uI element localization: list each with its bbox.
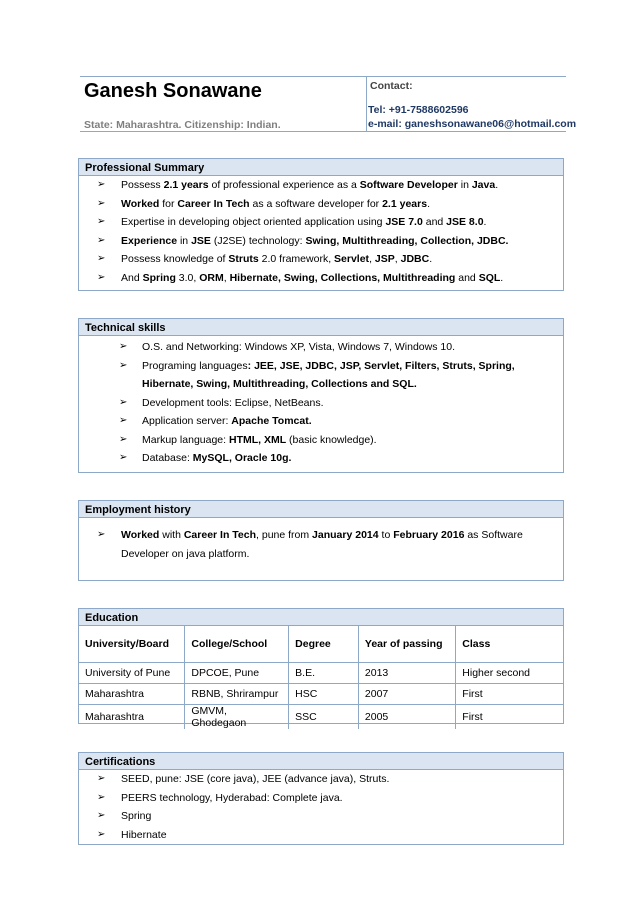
table-cell: 2013 <box>358 662 455 683</box>
table-row <box>79 683 563 704</box>
bold-text: : JEE, JSE, JDBC, JSP, Servlet, Filters, Struts, Spring, Hibernate, Swing, Multithreading, Collections and SQL. <box>142 359 515 390</box>
list-item <box>79 526 555 563</box>
table-cell: Higher second <box>456 662 563 683</box>
text: Possess knowledge of <box>121 253 229 265</box>
bullet-arrow-icon: ➢ <box>119 415 128 426</box>
section-title: Employment history <box>79 501 563 518</box>
bullet-arrow-icon: ➢ <box>119 341 128 352</box>
bold-text: Worked <box>121 529 160 541</box>
table-cell: SSC <box>289 704 359 729</box>
text: Possess <box>121 179 164 191</box>
text: Development tools: Eclipse, NetBeans. <box>142 396 324 409</box>
text: Database: <box>142 452 193 464</box>
bullet-arrow-icon: ➢ <box>119 359 128 371</box>
certifications-list <box>79 770 563 844</box>
text: . <box>495 179 499 191</box>
bullet-arrow-icon: ➢ <box>97 271 106 283</box>
text: , pune from <box>256 529 313 541</box>
text: (J2SE) technology: <box>210 234 306 247</box>
list-item <box>79 232 563 251</box>
list-item <box>79 357 555 394</box>
employment-history-section <box>78 500 564 581</box>
bold-text: Servlet <box>334 253 370 265</box>
text: Application server: <box>142 415 232 427</box>
text: . <box>483 216 487 228</box>
text: in <box>457 179 472 191</box>
table-cell: First <box>456 683 563 704</box>
text: , <box>394 253 401 265</box>
table-cell: B.E. <box>289 662 359 683</box>
bold-text: SQL <box>478 271 501 284</box>
column-header: University/Board <box>79 626 185 662</box>
bold-text: HTML, XML <box>228 433 287 446</box>
table-cell: Maharashtra <box>79 704 185 729</box>
bullet-arrow-icon: ➢ <box>97 529 106 540</box>
bold-text: JSE 8.0 <box>446 216 484 228</box>
bold-text: Career In Tech <box>183 529 257 541</box>
bold-text: Swing, Multithreading, Collection, JDBC. <box>305 234 509 247</box>
list-item <box>79 789 563 808</box>
bullet-arrow-icon: ➢ <box>97 197 106 209</box>
text: and <box>455 271 479 284</box>
text: 2.0 framework, <box>258 253 335 265</box>
bold-text: JDBC <box>400 253 430 265</box>
section-title: Certifications <box>79 753 563 770</box>
bold-text: Apache Tomcat. <box>231 415 312 427</box>
section-title: Education <box>79 609 563 626</box>
table-cell: 2007 <box>358 683 455 704</box>
list-item <box>79 807 563 826</box>
text: . <box>429 253 433 265</box>
list-item <box>79 826 563 845</box>
table-cell: Maharashtra <box>79 683 185 704</box>
text: , <box>223 271 230 284</box>
column-header: Class <box>456 626 563 662</box>
state-citizenship-line: State: Maharashtra. Citizenship: Indian. <box>84 119 281 131</box>
bullet-arrow-icon: ➢ <box>97 234 106 246</box>
bullet-arrow-icon: ➢ <box>119 396 128 408</box>
list-item <box>79 770 563 789</box>
text: for <box>159 197 178 210</box>
list-item <box>79 176 563 195</box>
text: (basic knowledge). <box>286 433 377 446</box>
education-table <box>79 626 563 729</box>
bold-text: Worked <box>121 197 160 210</box>
bullet-arrow-icon: ➢ <box>97 253 106 264</box>
text: SEED, pune: JSE (core java), JEE (advance java), Struts. <box>121 773 390 785</box>
bold-text: 2.1 years <box>382 197 428 210</box>
bold-text: Hibernate, Swing, Collections, Multithreading <box>229 271 456 284</box>
bullet-arrow-icon: ➢ <box>97 179 106 190</box>
table-cell: University of Pune <box>79 662 185 683</box>
text: . <box>500 271 504 284</box>
table-cell: 2005 <box>358 704 455 729</box>
certifications-section <box>78 752 564 845</box>
list-item <box>79 338 555 357</box>
list-item <box>79 412 555 431</box>
bullet-arrow-icon: ➢ <box>97 216 106 227</box>
table-row <box>79 704 563 729</box>
text: to <box>378 529 394 541</box>
summary-list <box>79 176 563 287</box>
email-address: e-mail: ganeshsonawane06@hotmail.com <box>368 118 577 130</box>
text: of professional experience as a <box>208 179 360 191</box>
bullet-arrow-icon: ➢ <box>97 828 106 840</box>
technical-skills-section <box>78 318 564 473</box>
column-header: Year of passing <box>358 626 455 662</box>
table-cell: GMVM, Ghodegaon <box>185 704 289 729</box>
text: Spring <box>121 810 152 822</box>
candidate-name: Ganesh Sonawane <box>84 80 262 102</box>
bullet-arrow-icon: ➢ <box>97 773 106 784</box>
table-cell: RBNB, Shrirampur <box>185 683 289 704</box>
bold-text: Struts <box>228 253 259 265</box>
list-item <box>79 269 563 288</box>
text: . <box>427 197 430 210</box>
bullet-arrow-icon: ➢ <box>97 791 106 803</box>
bold-text: Career In Tech <box>177 197 250 210</box>
text: O.S. and Networking: Windows XP, Vista, Windows 7, Windows 10. <box>142 341 455 353</box>
table-row <box>79 662 563 683</box>
text: as a software developer for <box>249 197 383 210</box>
bold-text: 2.1 years <box>163 179 209 191</box>
list-item <box>79 394 555 413</box>
bold-text: Experience <box>121 234 178 247</box>
list-item <box>79 213 563 232</box>
bold-text: February 2016 <box>393 529 465 541</box>
section-title: Professional Summary <box>79 159 563 176</box>
list-item <box>79 431 555 450</box>
column-header: College/School <box>185 626 289 662</box>
bullet-arrow-icon: ➢ <box>119 452 128 463</box>
list-item <box>79 250 563 269</box>
bold-text: Software Developer <box>359 179 458 191</box>
list-item <box>79 449 555 468</box>
text: Markup language: <box>142 433 229 446</box>
text: Expertise in developing object oriented application using <box>121 216 386 228</box>
bold-text: ORM <box>199 271 224 284</box>
table-cell: First <box>456 704 563 729</box>
text: in <box>177 234 192 247</box>
bold-text: JSE 7.0 <box>385 216 423 228</box>
text: And <box>121 271 143 284</box>
bold-text: Spring <box>142 271 176 284</box>
table-cell: DPCOE, Pune <box>185 662 289 683</box>
text: PEERS technology, Hyderabad: Complete java. <box>121 791 343 804</box>
bold-text: MySQL, Oracle 10g. <box>192 452 292 464</box>
text: and <box>422 216 447 228</box>
text: , <box>369 253 375 265</box>
contact-label: Contact: <box>370 80 413 92</box>
text: 3.0, <box>175 271 200 284</box>
text: as Software Developer on java platform. <box>121 529 523 560</box>
professional-summary-section <box>78 158 564 291</box>
section-title: Technical skills <box>79 319 563 336</box>
text: with <box>159 529 184 541</box>
bold-text: January 2014 <box>312 529 379 541</box>
bold-text: JSE <box>191 234 211 247</box>
education-section <box>78 608 564 729</box>
list-item <box>79 195 563 214</box>
column-header: Degree <box>289 626 359 662</box>
bullet-arrow-icon: ➢ <box>119 433 128 445</box>
bullet-arrow-icon: ➢ <box>97 810 106 821</box>
text: Programing languages <box>142 359 248 372</box>
text: Hibernate <box>121 828 167 841</box>
bold-text: JSP <box>374 253 395 265</box>
phone-number: Tel: +91-7588602596 <box>368 104 469 116</box>
skills-list <box>79 336 563 468</box>
bold-text: Java <box>471 179 496 191</box>
employment-list <box>79 518 563 563</box>
table-cell: HSC <box>289 683 359 704</box>
